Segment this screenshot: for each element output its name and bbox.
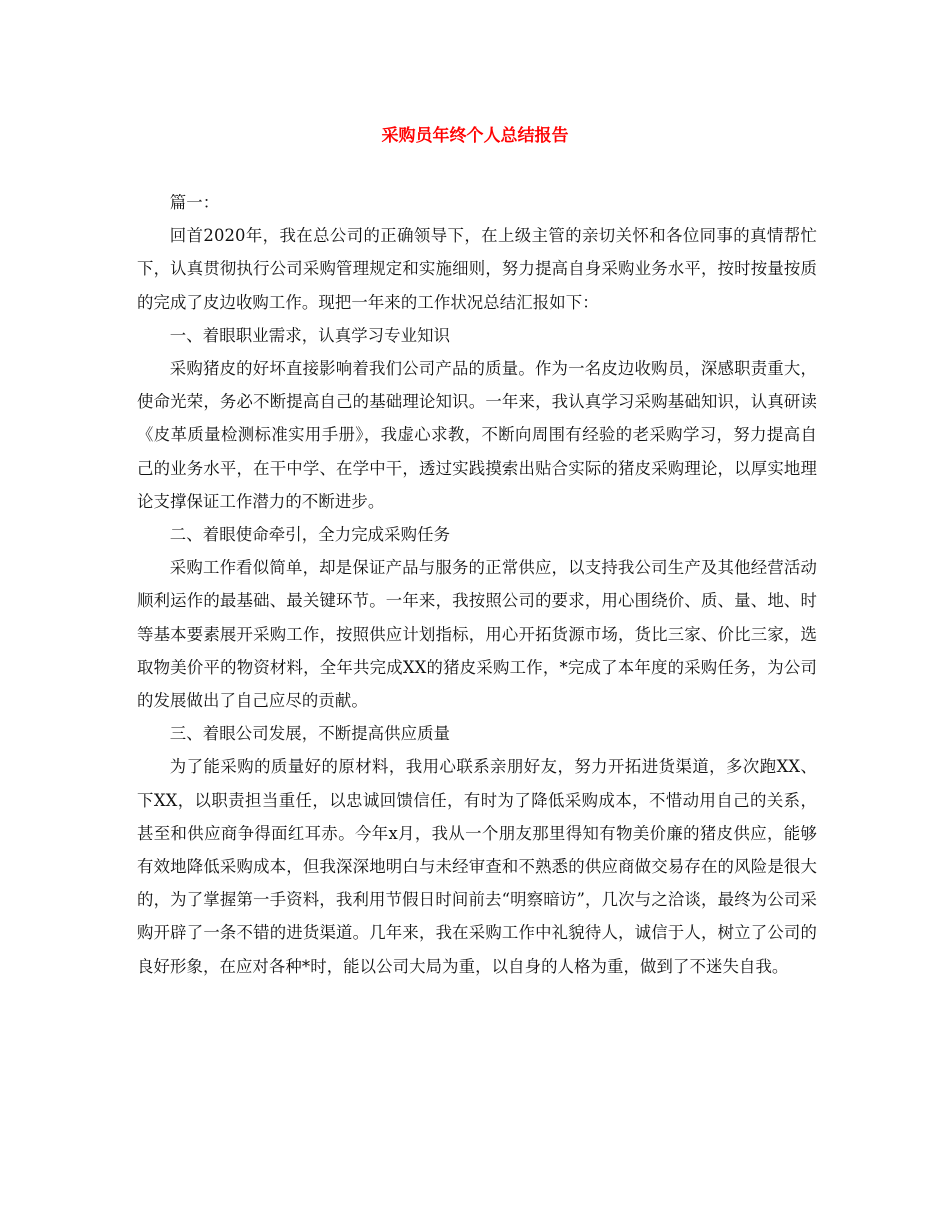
section-heading-2: 二、着眼使命牵引，全力完成采购任务: [169, 525, 451, 545]
document-body: [137, 186, 817, 983]
section-paragraph-3: 为了能采购的质量好的原材料，我用心联系亲朋好友，努力开拓进货渠道，多次跑XX、下XX，以职责担当重任，以忠诚回馈信任，有时为了降低采购成本，不惜动用自己的关系，甚至和供应商争得面红耳赤。今年x月，我从一个朋友那里得知有物美价廉的猪皮供应，能够有效地降低采购成本，但我深深地明白与未经审查和不熟悉的供应商做交易存在的风险是很大的，为了掌握第一手资料，我利用节假日时间前去“明察暗访”，几次与之洽谈，最终为公司采购开辟了一条不错的进货渠道。几年来，我在采购工作中礼貌待人，诚信于人，树立了公司的良好形象，在应对各种*时，能以公司大局为重，以自身的人格为重，做到了不迷失自我。: [137, 757, 817, 976]
intro-paragraph: 回首2020年，我在总公司的正确领导下，在上级主管的亲切关怀和各位同事的真情帮忙下，认真贯彻执行公司采购管理规定和实施细则，努力提高自身采购业务水平，按时按量按质的完成了皮边收购工作。现把一年来的工作状况总结汇报如下：: [137, 226, 817, 312]
section-paragraph-1: 采购猪皮的好坏直接影响着我们公司产品的质量。作为一名皮边收购员，深感职责重大，使命光荣，务必不断提高自己的基础理论知识。一年来，我认真学习采购基础知识，认真研读《皮革质量检测标准实用手册》，我虚心求教，不断向周围有经验的老采购学习，努力提高自己的业务水平，在干中学、在学中干，透过实践摸索出贴合实际的猪皮采购理论，以厚实地理论支撑保证工作潜力的不断进步。: [137, 359, 817, 511]
section-paragraph-2: 采购工作看似简单，却是保证产品与服务的正常供应，以支持我公司生产及其他经营活动顺利运作的最基础、最关键环节。一年来，我按照公司的要求，用心围绕价、质、量、地、时等基本要素展开采购工作，按照供应计划指标，用心开拓货源市场，货比三家、价比三家，选取物美价平的物资材料，全年共完成XX的猪皮采购工作，*完成了本年度的采购任务，为公司的发展做出了自己应尽的贡献。: [137, 558, 817, 711]
section-heading-3: 三、着眼公司发展，不断提高供应质量: [169, 724, 451, 744]
section-label: 篇一：: [169, 193, 220, 212]
document-title: 采购员年终个人总结报告: [381, 126, 569, 146]
section-heading-1: 一、着眼职业需求，认真学习专业知识: [169, 325, 451, 345]
